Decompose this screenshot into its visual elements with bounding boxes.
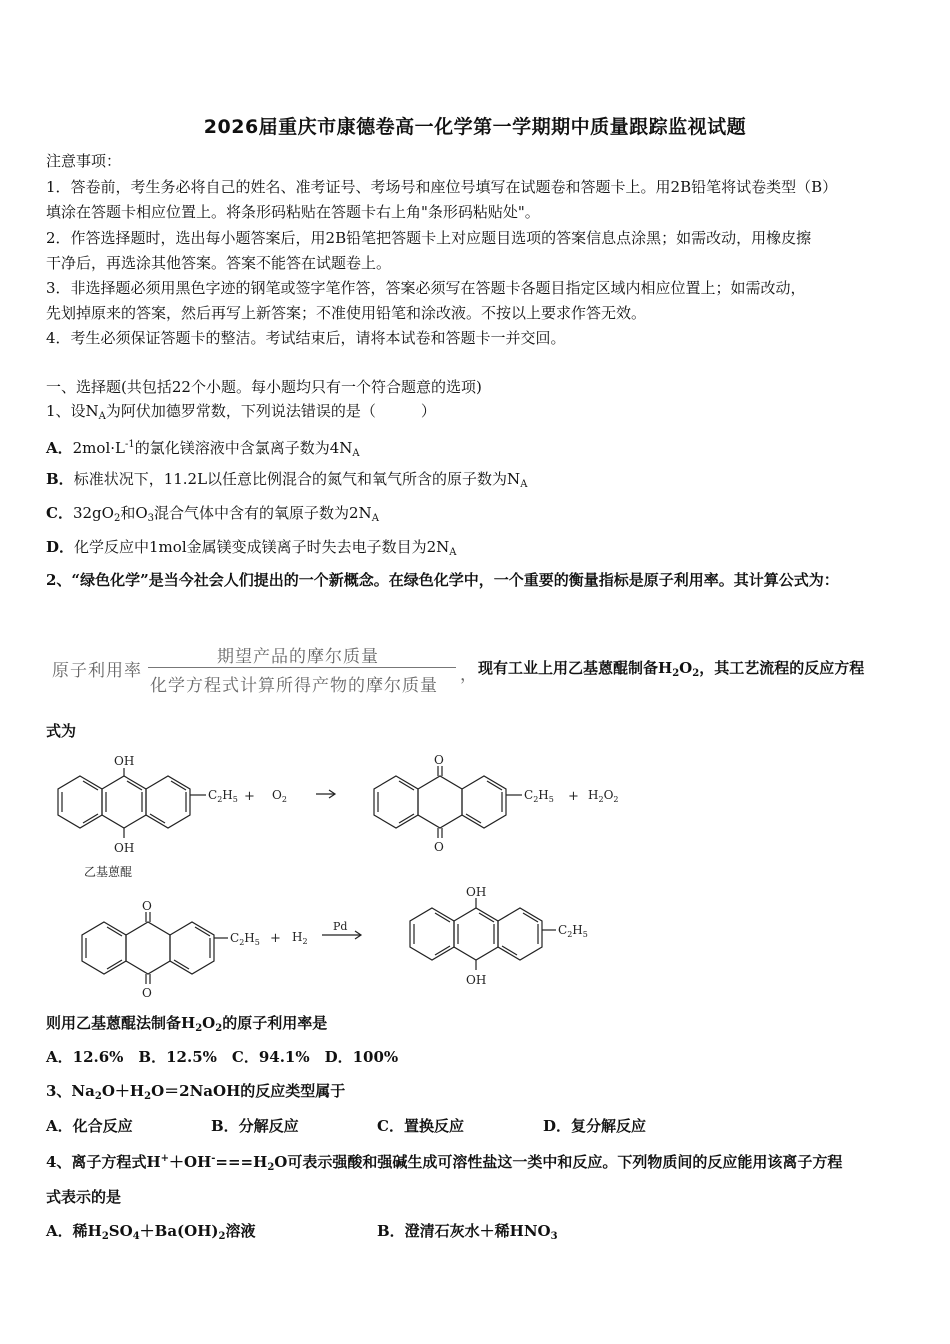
h2-label: $H_2$ (292, 930, 308, 946)
q3-option-b: B．分解反应 (211, 1117, 299, 1135)
notice-line-1: 1．答卷前，考生务必将自己的姓名、准考证号、考场号和座位号填写在试题卷和答题卡上。用2B铅笔将试卷类型（B） (46, 178, 838, 196)
q1-option-d-text: 化学反应中1mol金属镁变成镁离子时失去电子数目为2N (74, 538, 450, 556)
q3-stem (46, 1081, 345, 1107)
q4-stem-sub: 2 (267, 1162, 275, 1173)
o-label-1: O (434, 753, 444, 767)
q4-option-a (46, 1220, 255, 1242)
q2-after-sub: 2 (672, 668, 680, 679)
q2-after-text: 现有工业上用乙基蒽醌制备H (478, 659, 673, 677)
q4-option-b-sub: 3 (550, 1231, 558, 1242)
oh-label-2: OH (114, 841, 135, 855)
q1-option-b-text: 标准状况下，11.2L以任意比例混合的氮气和氧气所含的原子数为N (73, 470, 521, 488)
ethyl-label-4: $C_2H_5$ (558, 923, 588, 939)
ethyl-anthraquinone-structure (374, 766, 522, 838)
q2-options: A．12.6% B．12.5% C．94.1% D．100% (46, 1048, 399, 1066)
q4-option-a-text-2: SO (108, 1222, 133, 1240)
q2-question-text-3: 的原子利用率是 (222, 1014, 328, 1032)
q2-question-text-2: O (202, 1014, 216, 1032)
q4-stem-sup: + (160, 1153, 170, 1164)
oh-label-4: OH (466, 973, 487, 987)
q4-option-a-sub-2: 4 (132, 1231, 140, 1242)
q1-stem-text-2: 为阿伏加德罗常数，下列说法错误的是（ ） (105, 402, 436, 420)
formula-numerator: 期望产品的摩尔质量 (217, 647, 379, 667)
q4-stem-sup-2: - (211, 1153, 216, 1164)
q4-option-a-text-4: 溶液 (225, 1222, 256, 1240)
q3-stem-sub-2: 2 (144, 1091, 152, 1102)
q2-stem-text: 2、“绿色化学”是当今社会人们提出的一个新概念。在绿色化学中，一个重要的衡量指标是原子利用率。其计算公式为： (46, 571, 839, 589)
plus-sign-2: + (568, 789, 579, 804)
o-label-2: O (434, 840, 444, 854)
q4-stem-text-4: O可表示强酸和强碱生成可溶性盐这一类中和反应。下列物质间的反应能用该离子方程 (274, 1153, 843, 1171)
q1-option-a-letter: A． (46, 439, 73, 457)
q4-option-b (377, 1220, 558, 1242)
oh-label-3: OH (466, 885, 487, 899)
q2-question-sub-2: 2 (215, 1023, 223, 1034)
q4-stem-text-3: ===H (215, 1153, 268, 1171)
q3-option-d: D．复分解反应 (543, 1117, 647, 1135)
q1-option-c-text-3: 混合气体中含有的氧原子数为2N (154, 504, 372, 522)
page-title: 2026届重庆市康德卷高一化学第一学期期中质量跟踪监视试题 (203, 116, 747, 138)
plus-sign-3: + (270, 931, 281, 946)
q2-question-text: 则用乙基蒽醌法制备H (46, 1014, 196, 1032)
o2-label: $O_2$ (272, 788, 287, 804)
q1-option-a-sup: -1 (124, 439, 135, 450)
q1-option-a-text-2: 的氯化镁溶液中含氯离子数为4N (134, 439, 353, 457)
q1-option-c-sub: 2 (113, 513, 121, 524)
q1-option-d-letter: D． (46, 538, 75, 556)
q1-option-c-sub-3: A (371, 513, 379, 524)
ethyl-anthrahydroquinone-structure (58, 768, 206, 838)
q1-option-c-sub-2: 3 (147, 513, 155, 524)
q3-option-c: C．置换反应 (377, 1117, 464, 1135)
q1-stem-text: 1、设N (46, 402, 99, 420)
ethyl-label-2: $C_2H_5$ (524, 788, 554, 804)
q2-stem-line-2: 式为 (46, 722, 77, 740)
formula-denominator: 化学方程式计算所得产物的摩尔质量 (150, 676, 438, 696)
q2-after-sub-2: 2 (692, 668, 700, 679)
q4-option-a-text: A．稀H (46, 1222, 102, 1240)
q3-stem-text: 3、Na (46, 1082, 95, 1100)
q1-option-a-text: 2mol·L (72, 439, 125, 457)
ethyl-anthrahydroquinone-product-structure (410, 898, 556, 970)
q4-option-b-text: B．澄清石灰水＋稀HNO (377, 1222, 551, 1240)
q4-option-a-sub: 2 (101, 1231, 109, 1242)
q2-question-sub: 2 (195, 1023, 203, 1034)
notice-line-4: 干净后，再选涂其他答案。答案不能答在试题卷上。 (46, 254, 392, 272)
q1-option-a-sub: A (352, 448, 360, 459)
q1-option-c-text-2: 和O (120, 504, 148, 522)
q4-option-a-sub-3: 2 (218, 1231, 226, 1242)
q1-stem-sub: A (98, 411, 106, 422)
o-label-4: O (142, 986, 152, 1000)
q1-option-c-text: 32gO (72, 504, 114, 522)
q1-option-c-letter: C． (46, 504, 73, 522)
plus-sign-1: + (244, 789, 255, 804)
o-label-3: O (142, 899, 152, 913)
notice-line-6: 先划掉原来的答案，然后再写上新答案；不准使用铅笔和涂改液。不按以上要求作答无效。 (46, 304, 647, 322)
q4-stem-text: 4、离子方程式H (46, 1153, 161, 1171)
q2-after-text-2: O (679, 659, 693, 677)
h2o2-label: $H_2O_2$ (588, 788, 619, 804)
q3-stem-sub: 2 (94, 1091, 102, 1102)
ethylanthraquinone-caption: 乙基蒽醌 (84, 865, 133, 879)
q4-stem-text-2: ＋OH (169, 1153, 212, 1171)
q4-stem-line-2: 式表示的是 (46, 1188, 122, 1206)
ethyl-label-3: $C_2H_5$ (230, 931, 260, 947)
oh-label-1: OH (114, 754, 135, 768)
q3-stem-text-3: O＝2NaOH的反应类型属于 (151, 1082, 346, 1100)
q2-after-text-3: ，其工艺流程的反应方程 (699, 659, 865, 677)
notice-line-7: 4．考生必须保证答题卡的整洁。考试结束后，请将本试卷和答题卡一并交回。 (46, 329, 566, 347)
notice-heading: 注意事项： (46, 152, 122, 170)
q4-stem (46, 1149, 842, 1178)
formula-lhs: 原子利用率 (52, 661, 142, 681)
notice-line-2: 填涂在答题卡相应位置上。将条形码粘贴在答题卡右上角"条形码粘贴处"。 (46, 203, 540, 221)
ethyl-anthraquinone-reactant-structure (82, 912, 228, 984)
q1-option-d-sub: A (449, 547, 457, 558)
ethyl-label-1: $C_2H_5$ (208, 788, 238, 804)
q4-option-a-text-3: ＋Ba(OH) (139, 1222, 219, 1240)
q2-question (46, 1013, 327, 1039)
formula-comma: ， (460, 665, 477, 685)
notice-line-3: 2．作答选择题时，选出每小题答案后，用2B铅笔把答题卡上对应题目选项的答案信息点涂黑；如需改动，用橡皮擦 (46, 229, 812, 247)
q1-option-b-sub: A (520, 479, 528, 490)
notice-line-5: 3．非选择题必须用黑色字迹的钢笔或签字笔作答，答案必须写在答题卡各题目指定区域内相应位置上；如需改动， (46, 279, 806, 297)
q3-stem-text-2: O＋H (101, 1082, 145, 1100)
q1-option-b-letter: B． (46, 470, 74, 488)
q3-option-a: A．化合反应 (46, 1117, 133, 1135)
pd-catalyst-label: Pd (333, 920, 348, 933)
section-heading: 一、选择题(共包括22个小题。每小题均只有一个符合题意的选项) (46, 378, 482, 396)
